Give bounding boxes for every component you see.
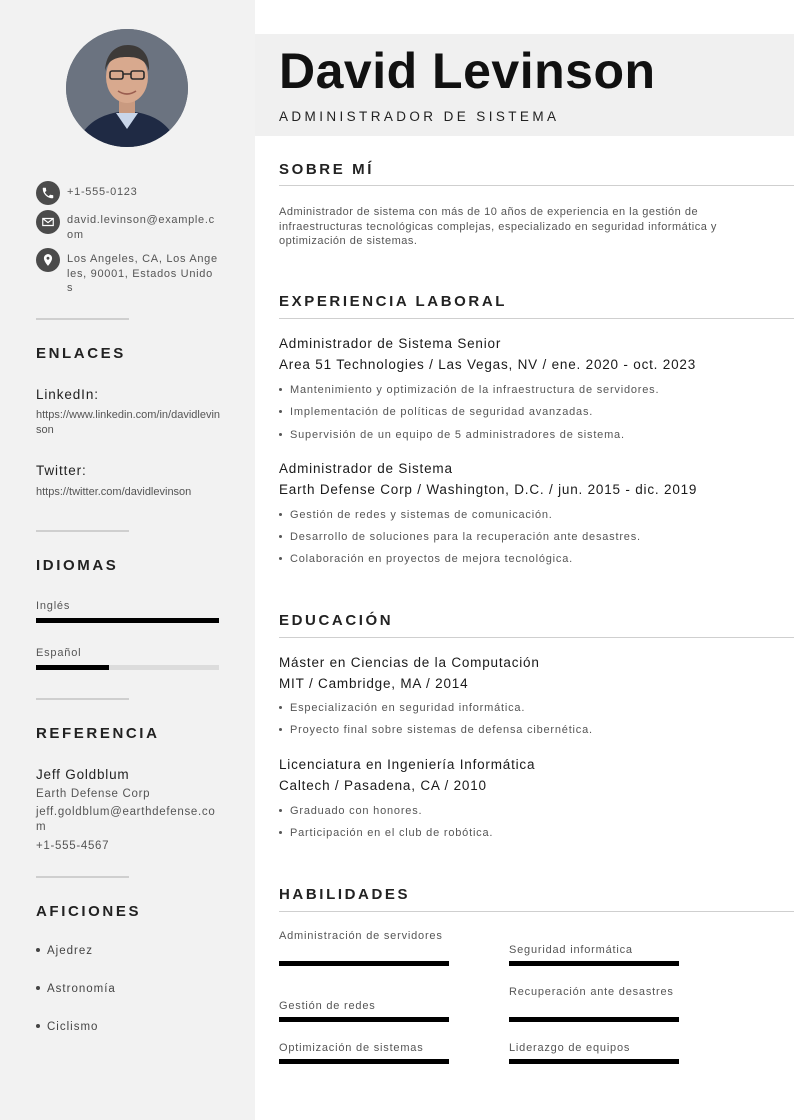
about-text: Administrador de sistema con más de 10 años de experiencia en la gestión de infraestructuras tecnológicas complejas, especializado en seguridad informática y optimización de sistemas.	[279, 206, 717, 248]
reference-email: jeff.goldblum@earthdefense.com	[36, 806, 216, 833]
education-bullet: Especialización en seguridad informática.	[279, 702, 525, 714]
phone-icon	[36, 181, 60, 205]
skill-level-bar	[509, 1059, 679, 1064]
languages-heading: IDIOMAS	[36, 557, 119, 574]
job-bullet: Gestión de redes y sistemas de comunicación.	[279, 509, 553, 521]
linkedin-label: LinkedIn:	[36, 387, 99, 402]
education-entry-title: Máster en Ciencias de la Computación	[279, 655, 540, 670]
links-heading: ENLACES	[36, 345, 126, 362]
person-name: David Levinson	[279, 43, 656, 99]
job-bullet: Desarrollo de soluciones para la recuperación ante desastres.	[279, 531, 641, 543]
section-rule	[279, 318, 794, 319]
section-rule	[279, 185, 794, 186]
skill-level-fill	[279, 1017, 449, 1022]
skill-level-fill	[509, 961, 679, 966]
language-level-bar	[36, 665, 219, 670]
bullet-dot-icon	[36, 986, 40, 990]
hobby-label: Astronomía	[47, 983, 116, 995]
address-text: Los Angeles, CA, Los Angeles, 90001, Estados Unidos	[67, 253, 218, 294]
bullet-dot-icon	[279, 728, 282, 731]
email-icon	[36, 210, 60, 234]
language-level-fill	[36, 618, 219, 623]
sidebar	[0, 0, 255, 1120]
skill-name: Recuperación ante desastres	[509, 986, 674, 998]
reference-phone: +1-555-4567	[36, 840, 110, 852]
sidebar-divider	[36, 530, 129, 532]
skill-level-fill	[279, 961, 449, 966]
education-entry-subtitle: Caltech / Pasadena, CA / 2010	[279, 778, 487, 793]
language-name: Español	[36, 647, 82, 659]
skill-level-fill	[509, 1059, 679, 1064]
twitter-link[interactable]: https://twitter.com/davidlevinson	[36, 486, 192, 498]
bullet-dot-icon	[36, 948, 40, 952]
education-bullet: Graduado con honores.	[279, 805, 422, 817]
skill-level-bar	[279, 1059, 449, 1064]
language-name: Inglés	[36, 600, 71, 612]
skill-name: Gestión de redes	[279, 1000, 376, 1012]
job-bullet: Mantenimiento y optimización de la infraestructura de servidores.	[279, 384, 659, 396]
linkedin-link[interactable]: https://www.linkedin.com/in/davidlevinson	[36, 409, 221, 436]
skill-name: Seguridad informática	[509, 944, 633, 956]
bullet-dot-icon	[279, 388, 282, 391]
bullet-dot-icon	[279, 410, 282, 413]
section-rule	[279, 911, 794, 912]
portrait-image	[66, 29, 188, 147]
reference-company: Earth Defense Corp	[36, 788, 151, 800]
job-entry-subtitle: Earth Defense Corp / Washington, D.C. / jun. 2015 - dic. 2019	[279, 482, 698, 497]
sidebar-divider	[36, 318, 129, 320]
skill-name: Administración de servidores	[279, 930, 443, 942]
reference-heading: REFERENCIA	[36, 725, 160, 742]
hobby-item	[36, 983, 116, 995]
bullet-dot-icon	[279, 535, 282, 538]
hobbies-heading: AFICIONES	[36, 903, 142, 920]
skill-level-bar	[279, 961, 449, 966]
skill-level-fill	[509, 1017, 679, 1022]
skill-name: Liderazgo de equipos	[509, 1042, 631, 1054]
phone-text: +1-555-0123	[67, 186, 138, 198]
job-entry-title: Administrador de Sistema Senior	[279, 336, 502, 351]
job-entry-subtitle: Area 51 Technologies / Las Vegas, NV / ene. 2020 - oct. 2023	[279, 357, 697, 372]
skills-heading: HABILIDADES	[279, 886, 411, 903]
hobby-item	[36, 945, 93, 957]
sidebar-divider	[36, 698, 129, 700]
skill-level-bar	[509, 961, 679, 966]
job-bullet: Supervisión de un equipo de 5 administradores de sistema.	[279, 429, 625, 441]
bullet-dot-icon	[36, 1024, 40, 1028]
hobby-label: Ajedrez	[47, 945, 93, 957]
hobby-label: Ciclismo	[47, 1021, 99, 1033]
bullet-dot-icon	[279, 557, 282, 560]
bullet-dot-icon	[279, 809, 282, 812]
education-bullet: Proyecto final sobre sistemas de defensa cibernética.	[279, 724, 593, 736]
language-level-bar	[36, 618, 219, 623]
skill-level-fill	[279, 1059, 449, 1064]
section-rule	[279, 637, 794, 638]
bullet-dot-icon	[279, 706, 282, 709]
profile-photo	[66, 29, 188, 147]
job-bullet: Colaboración en proyectos de mejora tecnológica.	[279, 553, 573, 565]
education-bullet: Participación en el club de robótica.	[279, 827, 493, 839]
bullet-dot-icon	[279, 433, 282, 436]
about-heading: SOBRE MÍ	[279, 161, 374, 178]
contact-phone	[36, 181, 219, 205]
location-pin-icon	[36, 248, 60, 272]
education-entry-subtitle: MIT / Cambridge, MA / 2014	[279, 676, 469, 691]
skill-level-bar	[509, 1017, 679, 1022]
hobby-item	[36, 1021, 98, 1033]
education-heading: EDUCACIÓN	[279, 612, 394, 629]
contact-address	[36, 248, 219, 296]
job-title: ADMINISTRADOR DE SISTEMA	[279, 109, 560, 124]
job-bullet: Implementación de políticas de seguridad avanzadas.	[279, 406, 593, 418]
twitter-label: Twitter:	[36, 463, 87, 478]
skill-name: Optimización de sistemas	[279, 1042, 424, 1054]
contact-email	[36, 210, 219, 242]
reference-name: Jeff Goldblum	[36, 767, 130, 782]
job-entry-title: Administrador de Sistema	[279, 461, 453, 476]
bullet-dot-icon	[279, 831, 282, 834]
experience-heading: EXPERIENCIA LABORAL	[279, 293, 508, 310]
language-level-fill	[36, 665, 109, 670]
skill-level-bar	[279, 1017, 449, 1022]
email-text: david.levinson@example.com	[67, 214, 215, 241]
education-entry-title: Licenciatura en Ingeniería Informática	[279, 757, 536, 772]
sidebar-divider	[36, 876, 129, 878]
bullet-dot-icon	[279, 513, 282, 516]
